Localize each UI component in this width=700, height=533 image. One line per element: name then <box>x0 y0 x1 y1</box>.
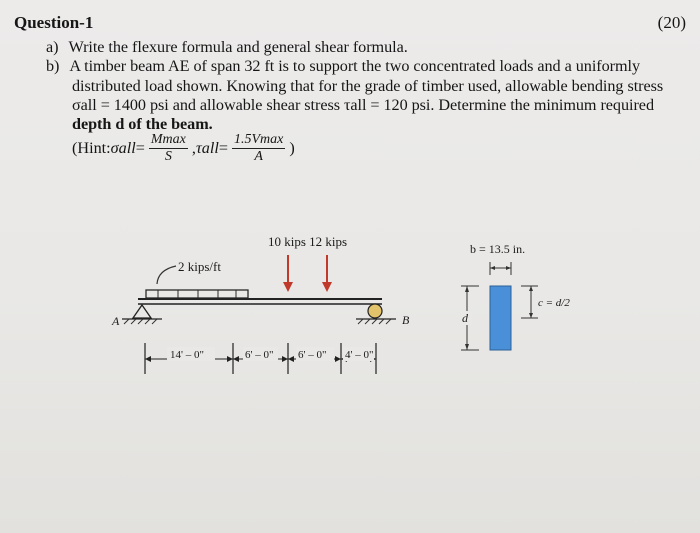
beam-cross-section <box>490 286 511 350</box>
point-load-arrow-1 <box>283 255 293 292</box>
hint-open: (Hint: <box>72 139 111 157</box>
dim-3-label: 6' – 0" <box>298 349 327 361</box>
hint-sigma: σall <box>110 139 136 157</box>
pin-support-a <box>122 305 162 324</box>
hint-fraction-2-den: A <box>254 149 263 164</box>
udl-label: 2 kips/ft <box>178 259 221 274</box>
part-b-text-1: A timber beam AE of span 32 ft is to support the two concentrated loads and a uniformly <box>69 57 641 75</box>
distributed-load <box>146 290 248 298</box>
hint-comma: , <box>191 139 196 157</box>
roller-support-b <box>356 304 396 324</box>
question-marks: (20) <box>657 13 686 32</box>
hint-close: ) <box>289 139 295 157</box>
part-b-line-4: depth d of the beam. <box>72 115 213 133</box>
point-load-arrow-2 <box>322 255 332 292</box>
part-b-line-2: distributed load shown. Knowing that for the grade of timber used, allowable bending stress <box>72 77 664 95</box>
point-load-labels: 10 kips 12 kips <box>268 234 348 249</box>
hint-eq-2: = <box>218 139 228 157</box>
hint-fraction-2-num: 1.5Vmax <box>233 132 284 147</box>
beam <box>138 299 382 304</box>
hint-fraction-1-den: S <box>164 149 172 164</box>
c-label: c = d/2 <box>538 297 570 309</box>
section-width-label: b = 13.5 in. <box>470 242 526 256</box>
hint-tau: τall <box>195 139 219 157</box>
depth-label: d <box>462 311 468 325</box>
udl-leader <box>157 266 176 284</box>
part-a-text: Write the flexure formula and general shear formula. <box>68 38 408 56</box>
part-b-label: b) <box>46 57 60 75</box>
hint-fraction-1-num: Mmax <box>150 132 186 147</box>
support-a-label: A <box>112 314 120 328</box>
part-a-label: a) <box>46 38 59 56</box>
part-b-line-3: σall = 1400 psi and allowable shear stress τall = 120 psi. Determine the minimum required <box>72 96 654 114</box>
dim-1-label: 14' – 0" <box>170 349 204 361</box>
support-b-label: B <box>402 313 410 327</box>
dim-4-label: 4' – 0" <box>345 349 374 361</box>
question-title: Question-1 <box>14 13 94 32</box>
dim-2-label: 6' – 0" <box>245 349 274 361</box>
hint-eq-1: = <box>135 139 145 157</box>
c-dimension <box>521 286 538 318</box>
section-width-dimension <box>490 262 511 275</box>
